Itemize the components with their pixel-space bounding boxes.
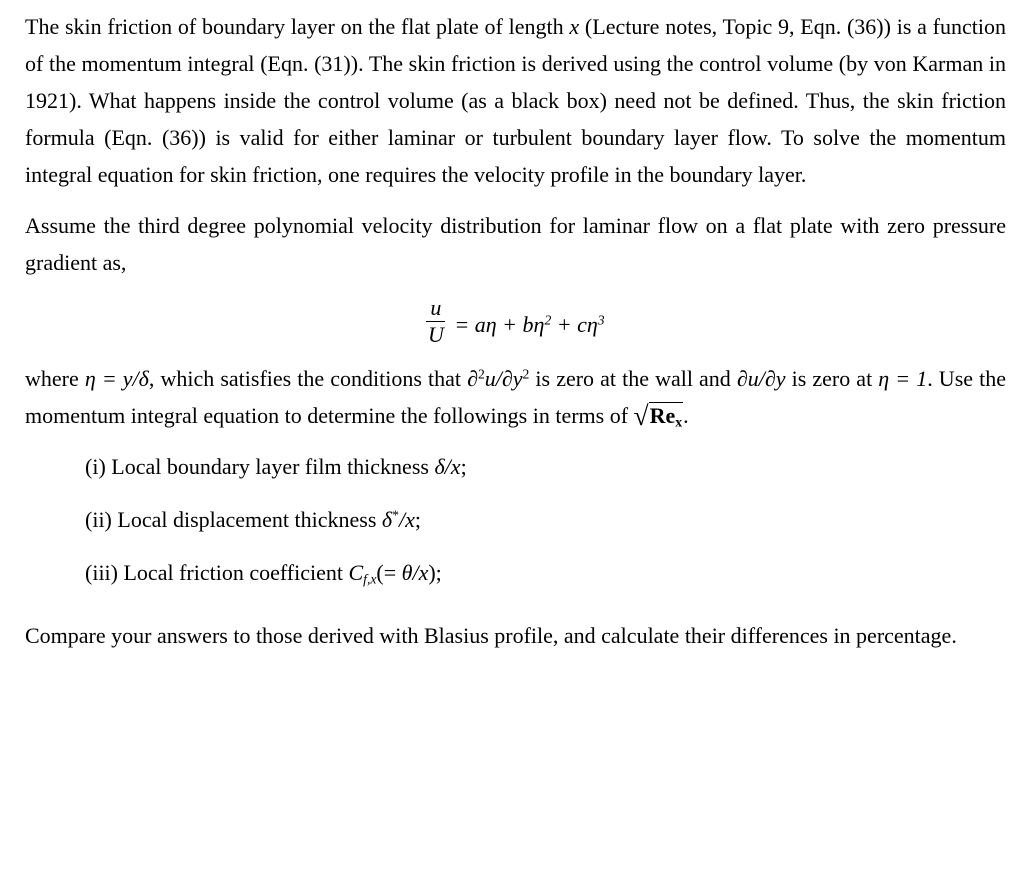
reynolds-subscript-x: x xyxy=(675,414,683,429)
math-run: + cη xyxy=(551,311,598,337)
item-label: (ii) Local displacement thickness xyxy=(85,506,382,532)
sqrt-reynolds-number xyxy=(633,399,684,431)
math-delta: δ xyxy=(381,506,393,532)
math-eta-equals-one: η = 1 xyxy=(878,365,928,391)
text-run: is zero at the wall and xyxy=(529,365,737,391)
paragraph-4 xyxy=(25,617,1006,654)
fraction-u-over-U xyxy=(426,295,445,348)
exponent-3: 3 xyxy=(597,312,605,328)
math-friction-coefficient: C xyxy=(348,559,364,585)
equation-block xyxy=(25,295,1006,348)
radicand xyxy=(649,402,683,428)
equation-rhs xyxy=(454,312,604,337)
text-run: . xyxy=(683,402,689,428)
paren-open: (= xyxy=(376,559,402,585)
text-run: The skin friction of boundary layer on the flat plate of length xyxy=(25,14,570,39)
exponent-2: 2 xyxy=(544,312,552,328)
math-partial: ∂ xyxy=(467,365,478,391)
item-label: (iii) Local friction coefficient xyxy=(85,559,349,585)
math-partial-derivative: ∂u/∂y xyxy=(736,365,786,391)
math-delta-over-x: δ/x xyxy=(434,453,461,479)
item-tail: ; xyxy=(460,453,467,479)
paragraph-1 xyxy=(25,8,1006,193)
fraction-numerator: u xyxy=(426,295,445,322)
list-item-iii xyxy=(85,554,1006,591)
exponent-2: 2 xyxy=(522,366,530,382)
math-var-x: x xyxy=(569,14,580,39)
text-run: . Use the momentum integral equation to determine the followings in terms of xyxy=(25,365,1006,428)
math-over-x: /x xyxy=(398,506,415,532)
text-run: Compare your answers to those derived with Blasius profile, and calculate their differences in percentage. xyxy=(25,622,957,648)
math-partial: u/∂y xyxy=(484,365,523,391)
subscript-fx: f,x xyxy=(363,571,377,586)
text-run: is zero at xyxy=(785,365,879,391)
math-run: = aη + bη xyxy=(454,311,545,337)
text-run: , which satisfies the conditions that xyxy=(148,365,468,391)
math-eta-definition: η = y/δ xyxy=(84,365,149,391)
exponent-2: 2 xyxy=(477,366,485,382)
item-label: (i) Local boundary layer film thickness xyxy=(85,453,435,479)
item-tail: ; xyxy=(435,559,442,585)
text-run: Assume the third degree polynomial velocity distribution for laminar flow on a flat plate with zero pressure gradient as, xyxy=(25,213,1006,275)
reynolds-symbol: Re xyxy=(649,402,676,428)
paragraph-2 xyxy=(25,207,1006,281)
radical-sign: √ xyxy=(633,399,649,431)
paren-close: ) xyxy=(428,559,436,585)
text-run: where xyxy=(25,365,85,391)
list-item-ii xyxy=(85,501,1006,538)
math-theta-over-x: θ/x xyxy=(401,559,429,585)
fraction-denominator: U xyxy=(427,322,444,348)
superscript-star: * xyxy=(392,507,399,523)
text-run: (Lecture notes, Topic 9, Eqn. (36)) is a function of the momentum integral (Eqn. (31)). The skin friction is derived using the control volume (by von Karman in 1921). What happens inside the control volume (as a black box) need not be defined. Thus, the skin friction formula (Eqn. (36)) is valid for either laminar or turbulent boundary layer flow. To solve the momentum integral equation for skin friction, one requires the velocity profile in the boundary layer. xyxy=(25,14,1006,187)
item-tail: ; xyxy=(414,506,421,532)
paragraph-3 xyxy=(25,360,1006,434)
list-item-i xyxy=(85,448,1006,485)
